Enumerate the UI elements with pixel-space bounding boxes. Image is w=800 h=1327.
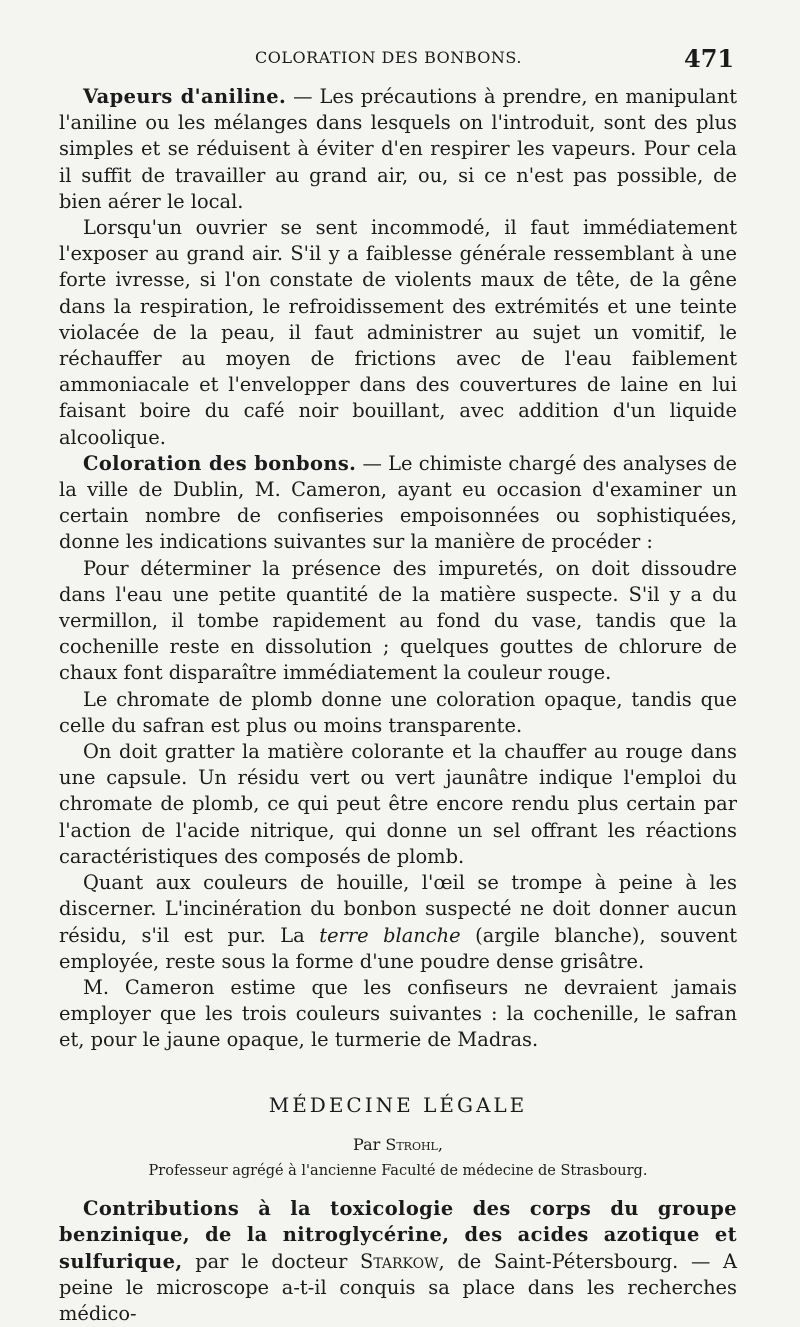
article-text: , de Saint-Pétersbourg. — A peine le microscope a-t-il conquis sa place dans les recherches médico- (59, 1249, 737, 1325)
page-header (0, 46, 800, 74)
paragraph-lead-chromate: Le chromate de plomb donne une coloration opaque, tandis que celle du safran est plus ou moins transparente. (59, 687, 737, 737)
article-paragraph (59, 1196, 737, 1327)
author-affiliation: Professeur agrégé à l'ancienne Faculté de médecine de Strasbourg. (148, 1162, 648, 1179)
page-number: 471 (684, 44, 735, 73)
paragraph-impurities: Pour déterminer la présence des impuretés, on doit dissoudre dans l'eau une petite quantité de la matière suspecte. S'il y a du vermillon, il tombe rapidement au fond du vase, tandis que la cochenille reste en dissolution ; quelques gouttes de chlorure de chaux font disparaître immédiatement la couleur rouge. (59, 556, 737, 685)
article-title: Contributions à la toxicologie des corps du groupe benzinique, de la nitroglycérine, des acides azotique et sulfurique, (59, 1197, 737, 1273)
section-title: MÉDECINE LÉGALE (268, 1092, 528, 1117)
author-name: Strohl, (385, 1134, 443, 1154)
paragraph-first-aid: Lorsqu'un ouvrier se sent incommodé, il faut immédiatement l'exposer au grand air. S'il y a faiblesse générale ressemblant à une forte ivresse, si l'on constate de violents maux de tête, de la gêne dans la respiration, le refroidissement des extrémités et une teinte violacée de la peau, il faut administrer au sujet un vomitif, le réchauffer au moyen de frictions avec de l'eau faiblement ammoniacale et l'envelopper dans des couvertures de laine en lui faisant boire du café noir bouillant, avec addition d'un liquide alcoolique. (59, 216, 737, 449)
italic-term: terre blanche (319, 923, 461, 947)
rubric-aniline: Vapeurs d'aniline. (83, 85, 287, 108)
paragraph-sweets-coloration (59, 451, 737, 556)
paragraph-scraping: On doit gratter la matière colorante et la chauffer au rouge dans une capsule. Un résidu vert ou vert jaunâtre indique l'emploi du chromate de plomb, ce qui peut être encore rendu plus certain par l'action de l'acide nitrique, qui donne un sel offrant les réactions caractéristiques des composés de plomb. (59, 740, 737, 868)
paragraph-text: Quant aux couleurs de houille, l'œil se trompe à peine à les discerner. L'incinération du bonbon suspecté ne doit donner aucun résidu, s'il est pur. La (59, 871, 737, 947)
running-title: COLORATION DES BONBONS. (255, 48, 522, 67)
paragraph-recommendation: M. Cameron estime que les confiseurs ne devraient jamais employer que les trois couleurs suivantes : la cochenille, le safran et, pour le jaune opaque, le turmerie de Madras. (59, 975, 737, 1052)
paragraph-text: — Les précautions à prendre, en manipulant l'aniline ou les mélanges dans lesquels on l'introduit, sont des plus simples et se réduisent à éviter d'en respirer les vapeurs. Pour cela il suffit de travailler au grand air, ou, si ce n'est pas possible, de bien aérer le local. (59, 85, 737, 213)
paragraph-coal-colours (59, 870, 737, 975)
article-byline-prefix: par le docteur (182, 1249, 361, 1273)
rubric-coloration: Coloration des bonbons. (83, 451, 357, 475)
page-body (59, 84, 737, 1327)
paragraph-text: (argile blanche), souvent employée, reste sous la forme d'une poudre dense grisâtre. (59, 923, 737, 973)
paragraph-aniline-vapours (59, 84, 737, 215)
article-author: Starkow (360, 1249, 439, 1273)
section-byline (59, 1132, 737, 1158)
byline-prefix: Par (353, 1134, 386, 1154)
paragraph-text: — Le chimiste chargé des analyses de la ville de Dublin, M. Cameron, ayant eu occasion d'examiner un certain nombre de confiseries empoisonnées ou sophistiquées, donne les indications suivantes sur la manière de procéder : (59, 451, 737, 554)
